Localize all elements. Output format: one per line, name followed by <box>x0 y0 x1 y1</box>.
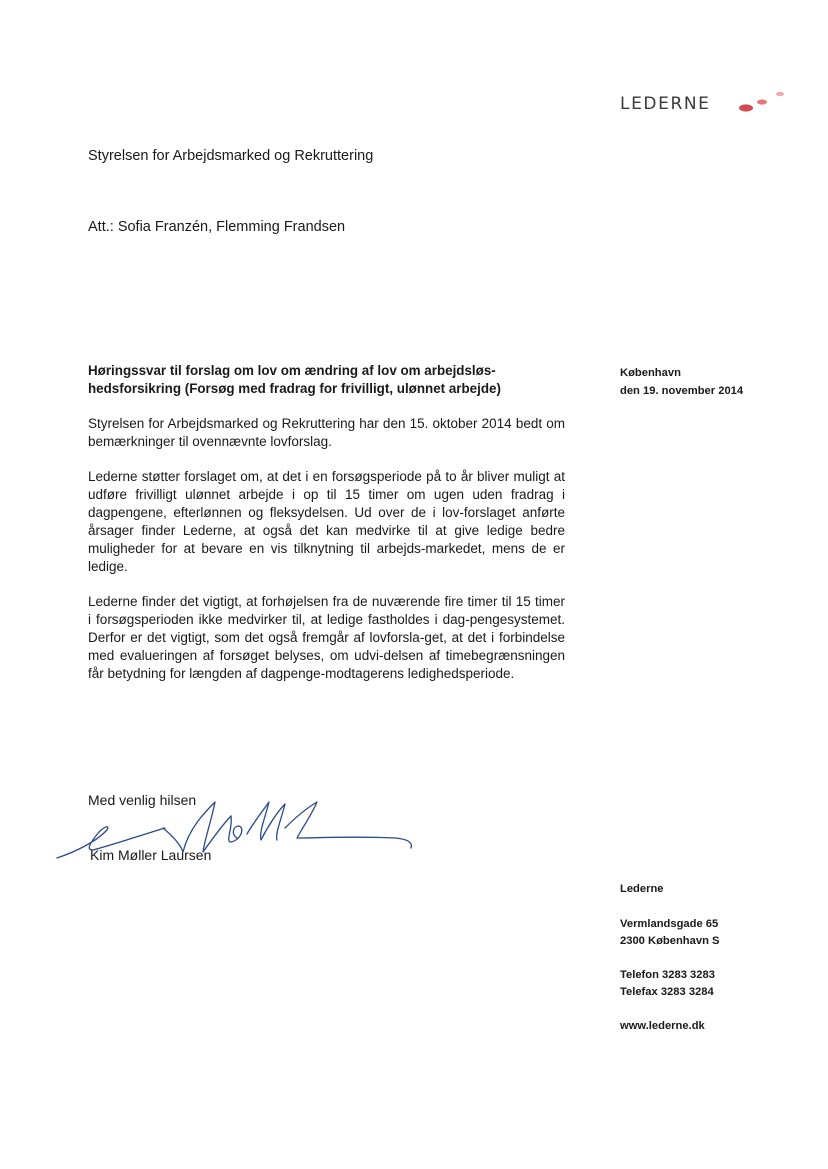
body-paragraph: Lederne støtter forslaget om, at det i en forsøgsperiode på to år bliver muligt at udføre frivilligt ulønnet arbejde i op til 15 timer om ugen uden fradrag i dagpengene, efterlønnen og fleksydelsen. Ud over de i lov-forslaget anførte årsager finder Lederne, at også det kan medvirke til at give ledige bedre muligheder for at bevare en vis tilknytning til arbejds-markedet, mens de er ledige. <box>88 469 565 574</box>
lederne-logo <box>620 88 795 118</box>
recipient-address: Styrelsen for Arbejdsmarked og Rekruttering <box>88 148 374 164</box>
sender-street: Vermlandsgade 65 <box>620 918 719 930</box>
sender-company: Lederne <box>620 883 664 895</box>
body-paragraph: Lederne finder det vigtigt, at forhøjelsen fra de nuværende fire timer til 15 timer i forsøgsperioden ikke medvirker til, at ledige fastholdes i dag-pengesystemet. Derfor er det vigtigt, som det også fremgår af lovforsla-get, at det i forbindelse med evalueringen af forsøget belyses, om udvi-delsen af timebegrænsningen får betydning for længden af dagpenge-modtagerens ledighedsperiode. <box>88 594 565 681</box>
letter-body <box>88 415 565 700</box>
body-paragraph: Styrelsen for Arbejdsmarked og Rekruttering har den 15. oktober 2014 bedt om bemærkninger til ovennævnte lovforslag. <box>88 416 565 449</box>
date-block <box>620 364 743 400</box>
letter-date: den 19. november 2014 <box>620 385 744 397</box>
logo-dots-icon <box>738 88 798 114</box>
sender-info <box>620 881 719 1035</box>
logo-wordmark: LEDERNE <box>620 94 711 114</box>
place: København <box>620 367 681 379</box>
sender-website: www.lederne.dk <box>620 1020 705 1032</box>
sender-fax: Telefax 3283 3284 <box>620 986 714 998</box>
closing-phrase: Med venlig hilsen <box>88 792 197 808</box>
attention-line: Att.: Sofia Franzén, Flemming Frandsen <box>88 219 346 235</box>
letter-subject: Høringssvar til forslag om lov om ændring af lov om arbejdsløs-hedsforsikring (Forsøg med fradrag for frivilligt, ulønnet arbejde) <box>88 363 501 396</box>
signer-name: Kim Møller Laursen <box>90 847 212 863</box>
sender-phone: Telefon 3283 3283 <box>620 969 715 981</box>
sender-city: 2300 København S <box>620 935 720 947</box>
